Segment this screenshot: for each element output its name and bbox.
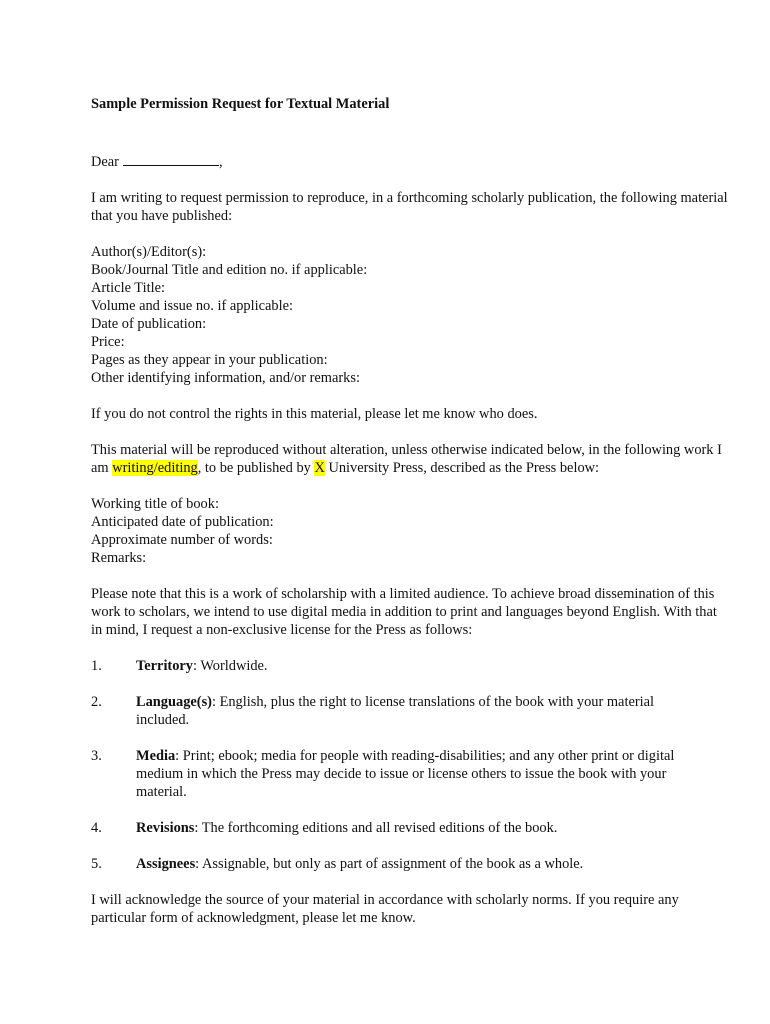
highlight-writing-editing: writing/editing (112, 460, 198, 476)
term-languages (91, 693, 730, 729)
field-other-info: Other identifying information, and/or remarks: (91, 370, 360, 386)
field-pages: Pages as they appear in your publication: (91, 352, 328, 368)
term-label: Media (136, 748, 176, 764)
term-text: : Worldwide. (193, 658, 268, 674)
term-text: : Assignable, but only as part of assignment of the book as a whole. (195, 856, 584, 872)
field-remarks: Remarks: (91, 550, 147, 566)
highlight-press-name: X (314, 460, 325, 476)
reproduction-text-1: This material will be reproduced without alteration, unless otherwise indicated below, in the following work I am (91, 442, 722, 476)
license-intro: Please note that this is a work of scholarship with a limited audience. To achieve broad dissemination of this work to scholars, we intend to use digital media in addition to print and languages beyond English. With that in mind, I request a non-exclusive license for the Press as follows: (91, 586, 717, 638)
term-label: Language(s) (136, 694, 212, 710)
reproduction-text-3: University Press, described as the Press below: (324, 460, 600, 476)
reproduction-paragraph (91, 441, 730, 477)
document-title: Sample Permission Request for Textual Material (91, 96, 390, 112)
term-text: : English, plus the right to license translations of the book with your material included. (136, 694, 655, 728)
term-number: 4. (91, 820, 102, 836)
term-number: 1. (91, 658, 102, 674)
rights-note: If you do not control the rights in this material, please let me know who does. (91, 406, 538, 422)
work-fields (91, 495, 730, 567)
term-number: 5. (91, 856, 102, 872)
term-number: 2. (91, 694, 102, 710)
term-text: : Print; ebook; media for people with reading-disabilities; and any other print or digital medium in which the Press may decide to issue or license others to issue the book with your material. (136, 748, 675, 800)
term-text: : The forthcoming editions and all revised editions of the book. (194, 820, 558, 836)
field-book-title: Book/Journal Title and edition no. if applicable: (91, 262, 368, 278)
intro-paragraph: I am writing to request permission to reproduce, in a forthcoming scholarly publication, the following material that you have published: (91, 190, 728, 224)
term-label: Territory (136, 658, 194, 674)
term-territory (91, 657, 730, 675)
field-authors: Author(s)/Editor(s): (91, 244, 207, 260)
term-number: 3. (91, 748, 102, 764)
field-anticipated-date: Anticipated date of publication: (91, 514, 274, 530)
field-price: Price: (91, 334, 125, 350)
recipient-blank-line (123, 153, 219, 166)
source-fields (91, 243, 730, 387)
term-assignees (91, 855, 730, 873)
field-article-title: Article Title: (91, 280, 165, 296)
field-working-title: Working title of book: (91, 496, 219, 512)
salutation-suffix: , (218, 154, 223, 170)
term-revisions (91, 819, 730, 837)
term-label: Revisions (136, 820, 195, 836)
field-word-count: Approximate number of words: (91, 532, 273, 548)
field-publication-date: Date of publication: (91, 316, 207, 332)
reproduction-text-2: , to be published by (197, 460, 315, 476)
closing-paragraph: I will acknowledge the source of your material in accordance with scholarly norms. If you require any particular form of acknowledgment, please let me know. (91, 892, 679, 926)
field-volume-issue: Volume and issue no. if applicable: (91, 298, 293, 314)
term-media (91, 747, 730, 801)
term-label: Assignees (136, 856, 196, 872)
salutation (91, 153, 730, 171)
salutation-prefix: Dear (91, 154, 119, 170)
